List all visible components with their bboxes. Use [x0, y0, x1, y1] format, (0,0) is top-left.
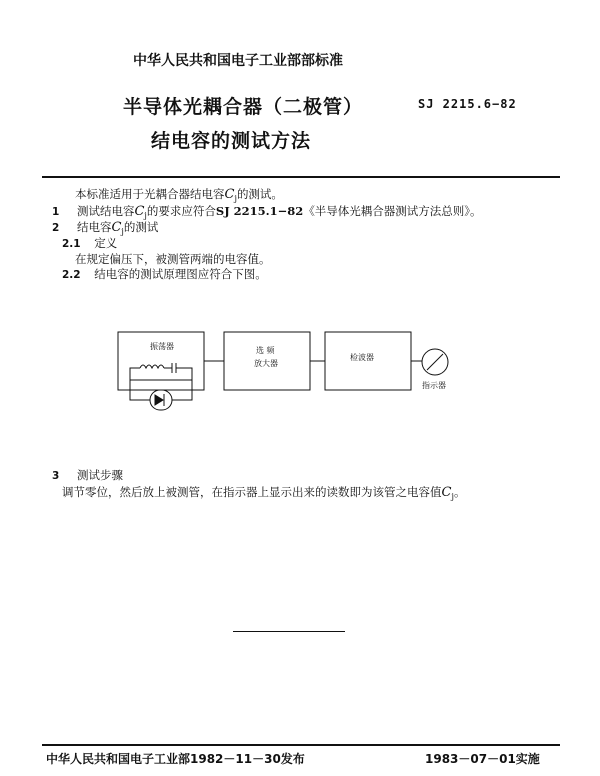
section-2: 2 结电容$C_j$的测试: [52, 220, 159, 236]
oscillator-label: 振荡器: [150, 342, 174, 351]
indicator-label: 指示器: [422, 381, 446, 390]
effective-date: 1983－07－01实施: [425, 752, 540, 766]
amplifier-label-line2: 放大器: [254, 359, 278, 368]
section-3-text: 调节零位，然后放上被测管，在指示器上显示出来的读数即为该管之电容值$C_j$。: [62, 485, 466, 501]
amplifier-label-line1: 选 频: [256, 346, 275, 355]
footer-rule: [42, 744, 560, 746]
document-subtitle: 结电容的测试方法: [151, 130, 312, 152]
issue-date: 中华人民共和国电子工业部1982－11－30发布: [46, 752, 305, 766]
detector-label: 检波器: [350, 353, 374, 362]
section-3: 3 测试步骤: [52, 468, 123, 482]
section-2-1-text: 在规定偏压下，被测管两端的电容值。: [75, 252, 271, 266]
circuit-diagram: [110, 318, 470, 434]
end-rule: [233, 631, 345, 632]
standard-code: SJ 2215.6−82: [418, 97, 517, 111]
intro-paragraph: 本标准适用于光耦合器结电容$C_j$的测试。: [75, 187, 283, 203]
coil: [140, 365, 164, 368]
section-1: 1 测试结电容$C_j$的要求应符合SJ 2215.1−82《半导体光耦合器测试方法总则》。: [52, 204, 482, 220]
header-rule: [42, 176, 560, 178]
circuit-diagram-svg: [110, 318, 470, 430]
issuing-authority: 中华人民共和国电子工业部部标准: [133, 53, 343, 69]
document-title: 半导体光耦合器（二极管）: [123, 96, 364, 118]
section-2-1: 2.1 定义: [62, 236, 118, 250]
section-2-2: 2.2 结电容的测试原理图应符合下图。: [62, 267, 267, 281]
